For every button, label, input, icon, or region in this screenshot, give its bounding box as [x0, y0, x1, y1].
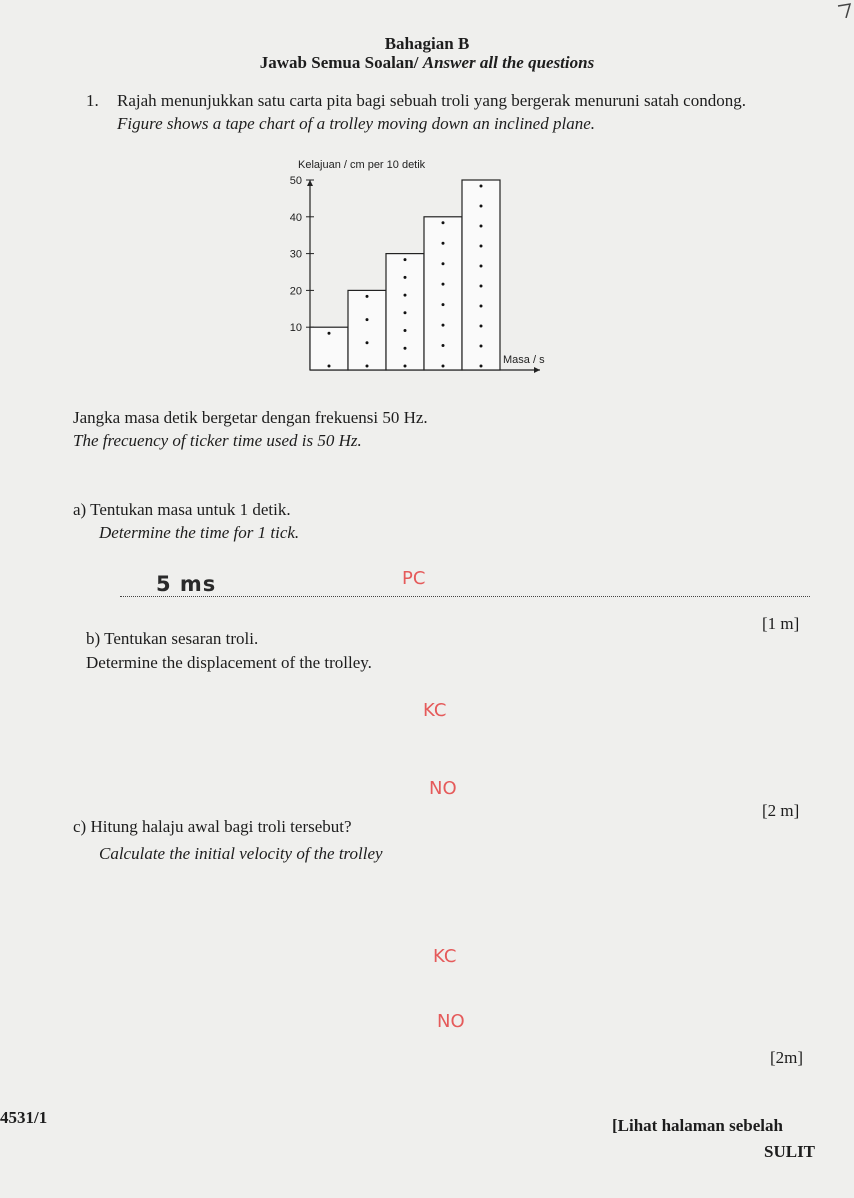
ticker-dot [442, 242, 445, 245]
instruction-ms: Jawab Semua Soalan/ [259, 53, 419, 72]
answer-line-a [120, 596, 810, 597]
tape-strip [348, 290, 386, 370]
ticker-dot [480, 265, 483, 268]
part-b-note-2: NO [429, 778, 457, 799]
tape-strip [462, 180, 500, 370]
ticker-dot [404, 258, 407, 261]
ticker-dot [328, 365, 331, 368]
ticker-dot [442, 283, 445, 286]
part-a [73, 499, 291, 520]
ticker-text-en: The frecuency of ticker time used is 50 Hz. [73, 431, 362, 450]
part-c [73, 816, 352, 837]
part-c-marks: [2m] [770, 1048, 804, 1067]
part-c-note-1: KC [433, 946, 457, 967]
ticker-text-ms: Jangka masa detik bergetar dengan frekuensi 50 Hz. [73, 408, 428, 427]
ticker-dot [480, 185, 483, 188]
y-tick-label: 30 [289, 248, 302, 261]
part-a-mark-note: PC [402, 568, 426, 589]
y-tick-label: 20 [289, 285, 302, 298]
part-a-question-ms: Tentukan masa untuk 1 detik. [90, 500, 291, 519]
ticker-dot [404, 311, 407, 314]
ticker-dot [366, 341, 369, 344]
ticker-dot [366, 295, 369, 298]
ticker-dot [480, 205, 483, 208]
instruction-en: Answer all the questions [422, 53, 595, 72]
y-tick-label: 10 [289, 322, 302, 335]
ticker-dot [480, 325, 483, 328]
classification-label: SULIT [764, 1142, 816, 1161]
y-tick-label: 40 [289, 211, 302, 224]
instructions [0, 52, 854, 73]
ticker-dot [442, 221, 445, 224]
part-c-note-2: NO [437, 1011, 465, 1032]
ticker-dot [366, 318, 369, 321]
ticker-dot [480, 365, 483, 368]
y-tick-label: 50 [289, 175, 302, 187]
section-title: Bahagian B [384, 34, 470, 53]
ticker-dot [366, 365, 369, 368]
ticker-dot [480, 345, 483, 348]
ticker-dot [480, 225, 483, 228]
part-a-marks: [1 m] [762, 614, 800, 633]
ticker-dot [328, 332, 331, 335]
part-b-question-en: Determine the displacement of the trolley. [86, 653, 372, 672]
part-b-question-ms: Tentukan sesaran troli. [104, 629, 259, 648]
ticker-dot [404, 329, 407, 332]
question-stem-en: Figure shows a tape chart of a trolley moving down an inclined plane. [117, 114, 595, 133]
x-axis-arrow [534, 367, 540, 373]
part-a-question-en: Determine the time for 1 tick. [99, 523, 300, 542]
paper-code: 4531/1 [0, 1108, 48, 1127]
ticker-dot [480, 245, 483, 248]
part-c-question-en: Calculate the initial velocity of the trolley [99, 844, 383, 863]
y-axis-label: Kelajuan / cm per 10 detik [298, 159, 426, 171]
ticker-dot [480, 305, 483, 308]
part-b [86, 628, 258, 649]
ticker-dot [404, 276, 407, 279]
ticker-dot [404, 347, 407, 350]
page-corner-mark [836, 0, 854, 18]
ticker-dot [404, 294, 407, 297]
part-a-answer: 5 ms [156, 572, 217, 596]
ticker-dot [480, 285, 483, 288]
question-stem-ms: Rajah menunjukkan satu carta pita bagi sebuah troli yang bergerak menuruni satah condong. [117, 91, 746, 110]
tape-strips [310, 180, 500, 370]
y-axis-arrow [307, 180, 313, 186]
part-b-note-1: KC [423, 700, 447, 721]
part-c-label: c) [73, 817, 87, 836]
ticker-dot [442, 303, 445, 306]
part-a-label: a) [73, 500, 87, 519]
x-axis-label: Masa / s [503, 354, 545, 366]
part-b-marks: [2 m] [762, 801, 800, 820]
ticker-dot [442, 344, 445, 347]
ticker-dot [442, 324, 445, 327]
question-number: 1. [86, 91, 99, 110]
part-b-label: b) [86, 629, 101, 648]
part-c-question-ms: Hitung halaju awal bagi troli tersebut? [90, 817, 352, 836]
ticker-dot [404, 365, 407, 368]
ticker-dot [442, 365, 445, 368]
ticker-dot [442, 262, 445, 265]
next-page-note: [Lihat halaman sebelah [612, 1116, 783, 1135]
tape-chart [270, 150, 570, 380]
